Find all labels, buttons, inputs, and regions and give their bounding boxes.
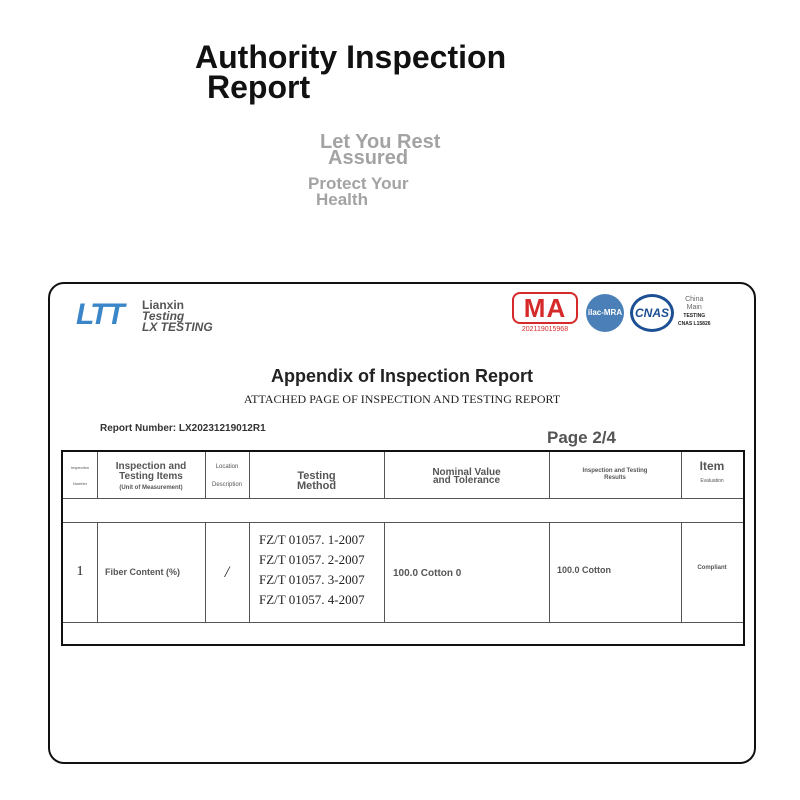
col-divider [549,522,550,622]
lianxin-logo-text [142,300,213,333]
cma-number: 202119015968 [521,326,569,333]
row-methods [259,530,384,610]
cnas-icon: CNAS [630,294,674,332]
row-result: 100.0 Cotton [557,565,612,575]
row-divider-bottom [63,622,743,623]
header-number-bottom: Number [72,481,88,486]
method-line: FZ/T 01057. 4-2007 [259,592,365,607]
method-line: FZ/T 01057. 1-2007 [259,532,365,547]
header-method-l2: Method [296,480,337,492]
cnas-caption-1: China [685,296,704,303]
header-item [97,452,205,498]
header-result [549,452,681,498]
header-number [63,452,97,498]
logo-sub1: Testing [142,309,185,323]
header-nominal-l2: and Tolerance [432,475,501,486]
header-number-top: Inspection [70,465,90,470]
header-evaluation [681,452,743,498]
header-location-bottom: Description [211,482,242,488]
slogan-rest-assured [320,131,441,169]
header-result-l1: Inspection and Testing [582,468,648,474]
method-line: FZ/T 01057. 2-2007 [259,552,365,567]
report-page-card [48,282,756,764]
col-divider [97,452,98,498]
header-evaluation-l1: Item [699,459,725,473]
cnas-caption-4: CNAS L15826 [678,321,711,327]
col-divider [681,452,682,498]
header-method-l1: Testing [297,470,336,482]
slogan2-line-1: Protect Your [308,174,409,193]
row-number: 1 [76,564,84,579]
lianxin-logo-icon: LTT [76,298,123,331]
ilac-mra-icon: ilac-MRA [586,294,624,332]
col-divider [384,522,385,622]
appendix-subtitle: ATTACHED PAGE OF INSPECTION AND TESTING REPORT [243,392,561,406]
headline-line-2: Report [207,69,311,105]
header-location-top: Location [215,464,239,470]
header-method [249,452,384,498]
col-divider [249,452,250,498]
col-divider [249,522,250,622]
slogan1-line-2: Assured [328,147,409,169]
slogan-protect-health [308,176,408,208]
headline-line-1: Authority Inspection [195,39,507,75]
report-number: Report Number: LX20231219012R1 [100,423,266,434]
cnas-caption-2: Main [686,304,702,311]
header-location [205,452,249,498]
report-headline [195,39,507,105]
method-line: FZ/T 01057. 3-2007 [259,572,365,587]
header-nominal [384,452,549,498]
col-divider [205,452,206,498]
cma-cert-logo [512,292,578,333]
header-item-l1: Inspection and [115,461,187,472]
inspection-table [61,450,745,646]
row-item: Fiber Content (%) [105,567,180,577]
header-nominal-l1: Nominal Value [432,467,501,478]
row-evaluation: Compliant [697,565,727,571]
slogan2-line-2: Health [316,190,368,209]
header-evaluation-l2: Evaluation [700,478,724,484]
col-divider [97,522,98,622]
header-divider [63,498,743,499]
col-divider [384,452,385,498]
col-divider [549,452,550,498]
header-item-l3: (Unit of Measurement) [119,485,183,491]
cma-icon: MA [512,292,578,324]
cnas-caption-3: TESTING [683,313,706,319]
row-nominal: 100.0 Cotton 0 [393,568,462,579]
logo-sub2: LX TESTING [142,320,213,334]
header-item-l2: Testing Items [119,471,183,482]
page-number: Page 2/4 [547,428,616,447]
logo-name: Lianxin [142,298,185,312]
cnas-caption [678,296,711,328]
row-location: / [224,564,230,581]
appendix-title: Appendix of Inspection Report [270,366,533,386]
header-result-l2: Results [604,475,626,481]
slogan1-line-1: Let You Rest [320,131,441,153]
